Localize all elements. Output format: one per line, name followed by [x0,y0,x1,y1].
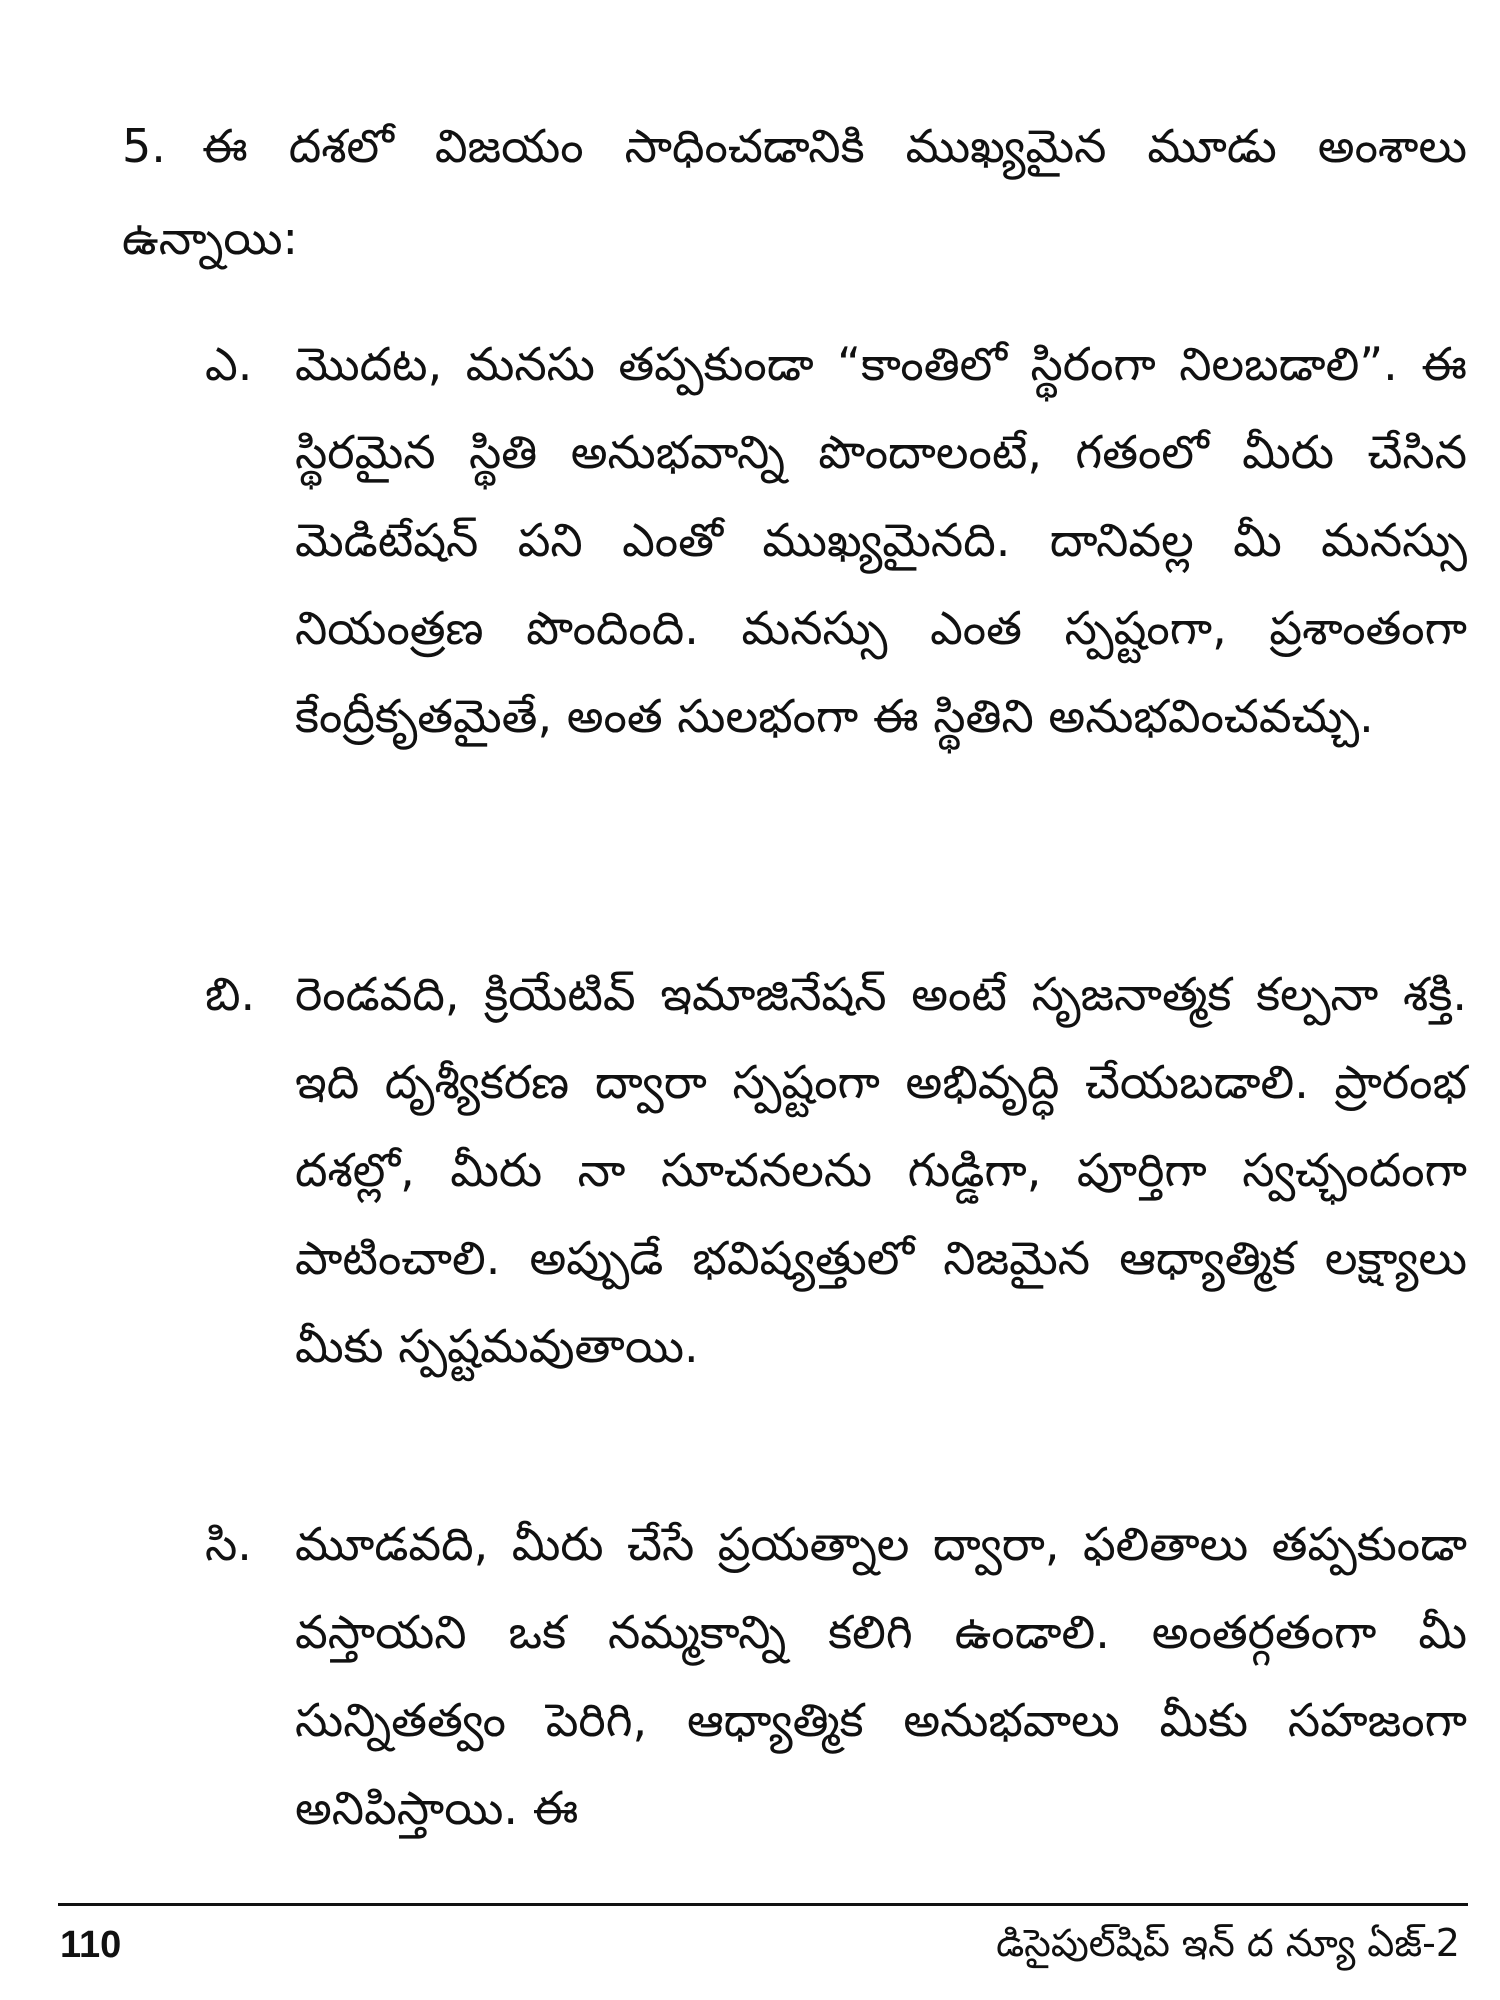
subpoint-label: బి. [205,967,256,1021]
subpoint-a [205,320,1467,760]
subpoint-text: మూడవది, మీరు చేసే ప్రయత్నాల ద్వారా, ఫలితాలు తప్పకుండా వస్తాయని ఒక నమ్మకాన్ని కలిగి ఉండాలి. అంతర్గతంగా మీ సున్నితత్వం పెరిగి, ఆధ్యాత్మిక అనుభవాలు మీకు సహజంగా అనిపిస్తాయి. ఈ [295,1517,1467,1835]
subpoint-c [205,1500,1467,1852]
subpoint-label: సి. [205,1517,252,1571]
subpoint-text: రెండవది, క్రియేటివ్ ఇమాజినేషన్ అంటే సృజనాత్మక కల్పనా శక్తి. ఇది దృశ్యీకరణ ద్వారా స్పష్టంగా అభివృద్ధి చేయబడాలి. ప్రారంభ దశల్లో, మీరు నా సూచనలను గుడ్డిగా, పూర్తిగా స్వచ్ఛందంగా పాటించాలి. అప్పుడే భవిష్యత్తులో నిజమైన ఆధ్యాత్మిక లక్ష్యాలు మీకు స్పష్టమవుతాయి. [295,967,1467,1373]
page-number: 110 [60,1924,122,1966]
numbered-point [122,100,1467,284]
subpoint-b [205,950,1467,1390]
point-number: 5. [122,119,166,173]
footer-divider [58,1903,1468,1906]
running-title: డిసైపుల్‌షిప్ ఇన్ ద న్యూ ఏజ్-2 [996,1921,1460,1965]
point-text: ఈ దశలో విజయం సాధించడానికి ముఖ్యమైన మూడు అంశాలు ఉన్నాయి: [122,119,1467,265]
subpoint-text: మొదట, మనసు తప్పకుండా “కాంతిలో స్థిరంగా నిలబడాలి”. ఈ స్థిరమైన స్థితి అనుభవాన్ని పొందాలంటే, గతంలో మీరు చేసిన మెడిటేషన్ పని ఎంతో ముఖ్యమైనది. దానివల్ల మీ మనస్సు నియంత్రణ పొందింది. మనస్సు ఎంత స్పష్టంగా, ప్రశాంతంగా కేంద్రీకృతమైతే, అంత సులభంగా ఈ స్థితిని అనుభవించవచ్చు. [295,337,1467,743]
subpoint-label: ఎ. [205,337,253,391]
